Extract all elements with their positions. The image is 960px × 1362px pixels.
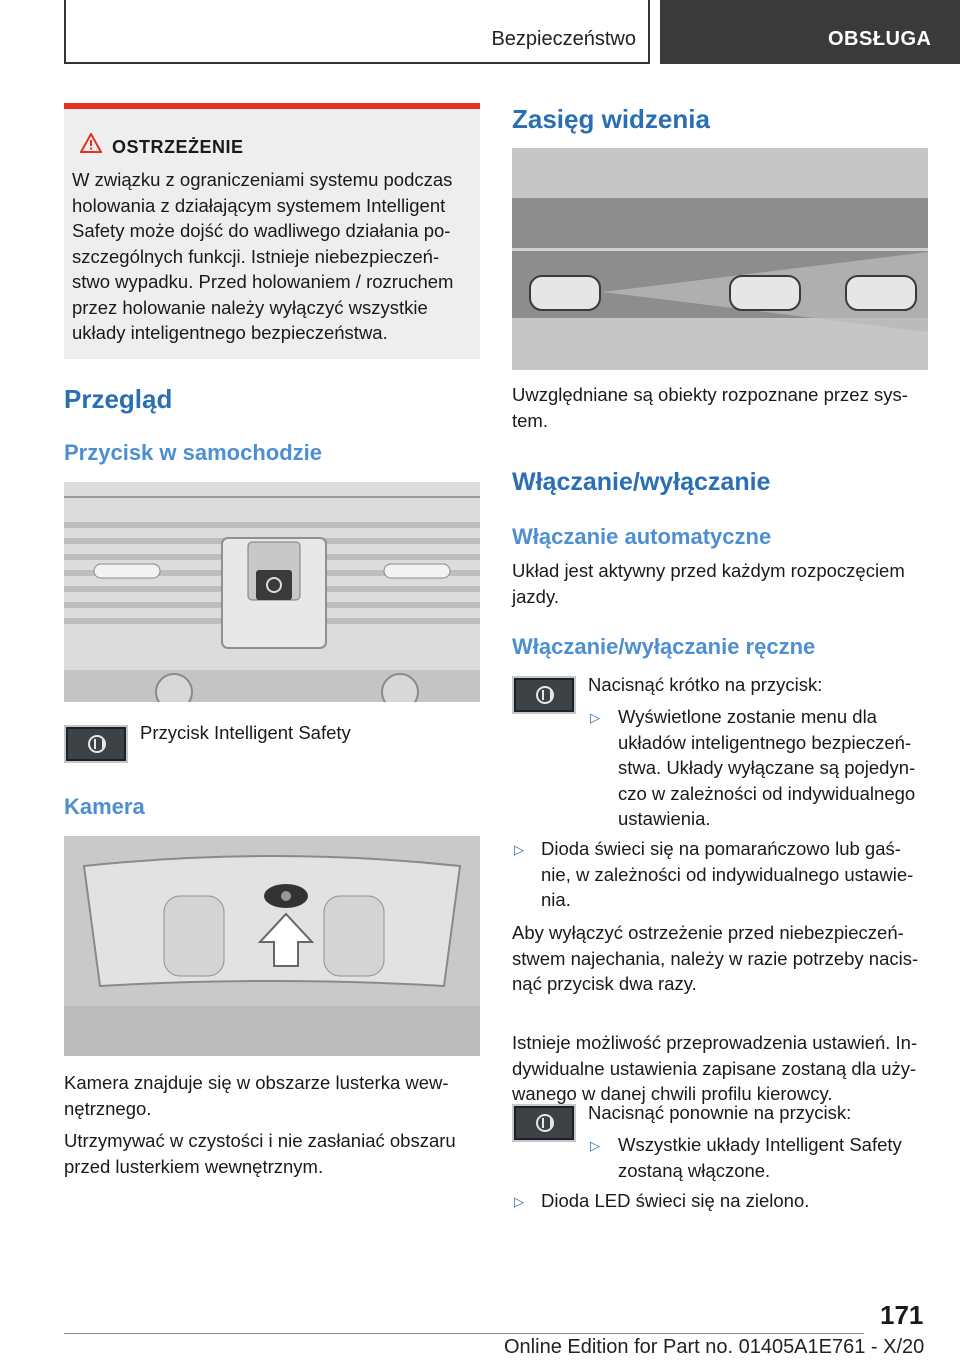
section-title: Bezpieczeństwo [491,28,636,50]
range-paragraph: Uwzględniane są obiekty rozpoznane przez sys- tem. [512,384,908,431]
bullet-all-on: Wszystkie układy Intelligent Safety zostaną włączone. [618,1134,902,1181]
header-chapter-box [660,0,960,64]
triangle-bullet-icon: ▷ [590,710,600,725]
range-heading: Zasięg widzenia [512,104,710,134]
intelligent-safety-icon [64,725,128,763]
warning-text: W związku z ograniczeniami systemu podczas holowania z działającym systemem Intelligent Safety może dojść do wadliwego działania po- szczególnych funkcji. Istnieje niebezpieczeń- stwo wypadku. Przed holowaniem / rozruchem przez holowanie należy wyłączyć wszystkie układy inteligentnego bezpieczeństwa. [72,169,454,343]
auto-heading: Włączanie automatyczne [512,524,772,549]
intelligent-safety-icon [512,676,576,714]
dashboard-button-image [64,482,480,702]
footer-divider [64,1333,864,1334]
paragraph-settings: Istnieje możliwość przeprowadzenia ustawień. In- dywidualne ustawienia zapisane zostaną dla uży- wanego w danej chwili profilu kierowcy. [512,1032,918,1104]
button-caption: Przycisk Intelligent Safety [140,722,351,743]
auto-paragraph: Układ jest aktywny przed każdym rozpoczęciem jazdy. [512,560,905,607]
header-section-box [64,0,650,64]
triangle-bullet-icon: ▷ [590,1138,600,1153]
camera-paragraph-2: Utrzymywać w czystości i nie zasłaniać obszaru przed lusterkiem wewnętrznym. [64,1130,456,1177]
bullet-led-green: Dioda LED świeci się na zielono. [541,1190,810,1211]
range-diagram-image [512,148,928,370]
warning-title: OSTRZEŻENIE [112,137,244,157]
warning-box [64,103,480,359]
camera-heading: Kamera [64,794,145,819]
edition-text: Online Edition for Part no. 01405A1E761 - X/20 [504,1336,925,1358]
chapter-title: OBSŁUGA [828,28,932,50]
triangle-bullet-icon: ▷ [514,1194,524,1209]
overview-heading: Przegląd [64,384,173,414]
page-number: 171 [880,1300,924,1330]
paragraph-twice: Aby wyłączyć ostrzeżenie przed niebezpieczeń- stwem najechania, należy w razie potrzeby nacis- nąć przycisk dwa razy. [512,922,919,994]
triangle-bullet-icon: ▷ [514,842,524,857]
manual-heading: Włączanie/wyłączanie ręczne [512,634,816,659]
press-again-text: Nacisnąć ponownie na przycisk: [588,1102,852,1123]
bullet-diode: Dioda świeci się na pomarańczowo lub gaś- nie, w zależności od indywidualnego ustawie- nia. [541,838,914,910]
warning-triangle-icon [80,133,102,153]
bullet-menu: Wyświetlone zostanie menu dla układów inteligentnego bezpieczeń- stwa. Układy wyłączane są pojedyn- czo w zależności od indywidualnego ustawienia. [618,706,916,829]
onoff-heading: Włączanie/wyłączanie [512,468,771,496]
press-short-text: Nacisnąć krótko na przycisk: [588,674,823,695]
camera-paragraph-1: Kamera znajduje się w obszarze lusterka wew- nętrznego. [64,1072,449,1119]
button-heading: Przycisk w samochodzie [64,440,322,465]
camera-image [64,836,480,1056]
intelligent-safety-icon [512,1104,576,1142]
